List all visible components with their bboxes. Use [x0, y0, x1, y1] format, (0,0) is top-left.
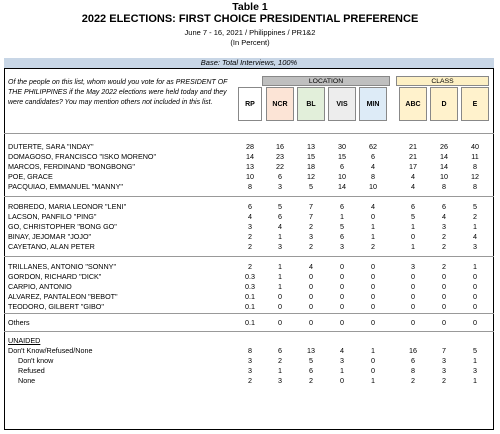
table-cell: 2	[309, 242, 313, 251]
table-cell: 0	[411, 232, 415, 241]
table-row	[8, 376, 492, 386]
table-cell: 8	[248, 346, 252, 355]
table-cell: 1	[340, 212, 344, 221]
column-header-3: VIS	[328, 87, 356, 121]
table-cell: 0	[411, 272, 415, 281]
table-cell: 6	[248, 202, 252, 211]
table-cell: 0	[411, 282, 415, 291]
table-cell: 26	[440, 142, 448, 151]
table-row	[8, 346, 492, 356]
table-cell: 0	[411, 318, 415, 327]
row-separator	[4, 256, 494, 257]
table-cell: 2	[442, 376, 446, 385]
table-cell: 6	[371, 152, 375, 161]
row-label: ALVAREZ, PANTALEON "BEBOT"	[8, 292, 118, 301]
survey-dates: June 7 - 16, 2021 / Philippines / PR1&2	[184, 28, 316, 37]
row-label: LACSON, PANFILO "PING"	[8, 212, 97, 221]
table-row	[8, 202, 492, 212]
table-cell: 16	[409, 346, 417, 355]
table-cell: 0	[442, 318, 446, 327]
class-group-header: CLASS	[396, 76, 489, 86]
table-cell: 15	[338, 152, 346, 161]
table-cell: 0	[411, 292, 415, 301]
table-row	[8, 262, 492, 272]
table-cell: 5	[473, 202, 477, 211]
table-row	[8, 152, 492, 162]
table-cell: 10	[440, 172, 448, 181]
table-cell: 62	[369, 142, 377, 151]
table-cell: 3	[248, 366, 252, 375]
table-cell: 10	[369, 182, 377, 191]
table-row	[8, 232, 492, 242]
table-cell: 6	[340, 232, 344, 241]
table-cell: 2	[442, 232, 446, 241]
row-label: TEODORO, GILBERT "GIBO"	[8, 302, 104, 311]
row-label: UNAIDED	[8, 336, 41, 345]
table-cell: 2	[442, 242, 446, 251]
row-label: ROBREDO, MARIA LEONOR "LENI"	[8, 202, 127, 211]
table-cell: 2	[442, 262, 446, 271]
table-cell: 0	[340, 262, 344, 271]
table-cell: 3	[278, 182, 282, 191]
table-cell: 8	[442, 182, 446, 191]
table-cell: 0	[278, 292, 282, 301]
row-label: DOMAGOSO, FRANCISCO "ISKO MORENO"	[8, 152, 157, 161]
table-cell: 3	[278, 376, 282, 385]
table-cell: 3	[309, 232, 313, 241]
table-cell: 0	[278, 318, 282, 327]
location-group-header: LOCATION	[262, 76, 390, 86]
table-cell: 4	[278, 222, 282, 231]
table-cell: 6	[340, 162, 344, 171]
table-cell: 17	[409, 162, 417, 171]
table-cell: 8	[248, 182, 252, 191]
table-cell: 0	[309, 318, 313, 327]
table-row	[8, 142, 492, 152]
table-cell: 8	[473, 182, 477, 191]
row-label: BINAY, JEJOMAR "JOJO"	[8, 232, 92, 241]
table-cell: 8	[371, 172, 375, 181]
table-cell: 2	[309, 222, 313, 231]
row-separator	[4, 313, 494, 314]
table-cell: 0	[340, 292, 344, 301]
table-cell: 6	[340, 202, 344, 211]
table-cell: 0	[473, 272, 477, 281]
table-cell: 0	[371, 292, 375, 301]
table-row	[8, 182, 492, 192]
column-header-0: RP	[238, 87, 262, 121]
table-cell: 0	[340, 376, 344, 385]
table-cell: 2	[309, 376, 313, 385]
table-cell: 1	[278, 262, 282, 271]
table-cell: 1	[278, 232, 282, 241]
table-cell: 28	[246, 142, 254, 151]
table-cell: 2	[473, 212, 477, 221]
table-row	[8, 318, 492, 328]
table-cell: 2	[371, 242, 375, 251]
table-cell: 0.3	[245, 282, 255, 291]
table-cell: 2	[248, 262, 252, 271]
table-cell: 21	[409, 142, 417, 151]
table-cell: 4	[248, 212, 252, 221]
table-cell: 5	[411, 212, 415, 221]
row-label: Don't know	[18, 356, 54, 365]
table-cell: 3	[442, 222, 446, 231]
column-header-1: NCR	[266, 87, 294, 121]
table-cell: 0	[473, 318, 477, 327]
table-cell: 3	[442, 356, 446, 365]
table-cell: 0	[309, 272, 313, 281]
table-cell: 1	[473, 376, 477, 385]
table-title: 2022 ELECTIONS: FIRST CHOICE PRESIDENTIAL PREFERENCE	[81, 13, 419, 25]
table-cell: 7	[442, 346, 446, 355]
table-row	[8, 222, 492, 232]
table-cell: 10	[246, 172, 254, 181]
table-cell: 3	[340, 356, 344, 365]
table-cell: 0	[442, 302, 446, 311]
table-cell: 10	[338, 172, 346, 181]
table-row	[8, 366, 492, 376]
unit-note: (In Percent)	[230, 38, 270, 47]
table-cell: 40	[471, 142, 479, 151]
table-cell: 22	[276, 162, 284, 171]
row-label: Others	[8, 318, 30, 327]
table-cell: 1	[278, 366, 282, 375]
table-cell: 0	[309, 282, 313, 291]
table-cell: 1	[340, 366, 344, 375]
table-cell: 0	[340, 272, 344, 281]
table-cell: 4	[371, 162, 375, 171]
table-cell: 0	[473, 282, 477, 291]
table-row	[8, 336, 492, 346]
row-label: CAYETANO, ALAN PETER	[8, 242, 95, 251]
table-cell: 21	[409, 152, 417, 161]
table-cell: 1	[371, 232, 375, 241]
table-cell: 1	[371, 346, 375, 355]
table-cell: 3	[248, 222, 252, 231]
table-cell: 0	[442, 282, 446, 291]
table-cell: 2	[278, 356, 282, 365]
table-row	[8, 172, 492, 182]
table-cell: 1	[473, 262, 477, 271]
table-cell: 12	[307, 172, 315, 181]
table-cell: 6	[278, 212, 282, 221]
table-cell: 7	[309, 202, 313, 211]
row-label: Refused	[18, 366, 45, 375]
column-header-4: MIN	[359, 87, 387, 121]
table-cell: 0	[371, 212, 375, 221]
table-cell: 0.3	[245, 272, 255, 281]
table-cell: 7	[309, 212, 313, 221]
table-cell: 0.1	[245, 302, 255, 311]
table-cell: 1	[473, 222, 477, 231]
table-cell: 5	[278, 202, 282, 211]
table-cell: 14	[440, 152, 448, 161]
table-cell: 6	[278, 346, 282, 355]
table-cell: 3	[278, 242, 282, 251]
table-row	[8, 162, 492, 172]
table-cell: 0	[411, 302, 415, 311]
table-cell: 2	[248, 232, 252, 241]
table-row	[8, 356, 492, 366]
table-cell: 4	[442, 212, 446, 221]
table-cell: 0	[340, 302, 344, 311]
table-cell: 5	[340, 222, 344, 231]
table-cell: 18	[307, 162, 315, 171]
table-cell: 3	[340, 242, 344, 251]
table-cell: 14	[440, 162, 448, 171]
table-cell: 8	[473, 162, 477, 171]
table-row	[8, 242, 492, 252]
table-cell: 6	[278, 172, 282, 181]
table-cell: 2	[248, 242, 252, 251]
table-cell: 0.1	[245, 292, 255, 301]
table-cell: 6	[309, 366, 313, 375]
table-cell: 30	[338, 142, 346, 151]
table-cell: 16	[276, 142, 284, 151]
table-cell: 1	[473, 356, 477, 365]
table-cell: 4	[411, 172, 415, 181]
table-cell: 0	[309, 292, 313, 301]
table-cell: 6	[411, 356, 415, 365]
question-text: Of the people on this list, whom would you vote for as PRESIDENT OF THE PHILIPPINES if the May 2022 elections were held today and they were candidates? You may mention others not included in this list.	[8, 79, 228, 106]
table-cell: 3	[411, 262, 415, 271]
table-cell: 0	[371, 366, 375, 375]
row-separator	[4, 133, 494, 134]
row-label: PACQUIAO, EMMANUEL "MANNY"	[8, 182, 123, 191]
table-cell: 12	[471, 172, 479, 181]
table-cell: 3	[442, 366, 446, 375]
table-cell: 0	[473, 302, 477, 311]
table-cell: 0.1	[245, 318, 255, 327]
table-cell: 5	[309, 356, 313, 365]
table-cell: 1	[278, 272, 282, 281]
table-cell: 0	[371, 356, 375, 365]
column-header-2: BL	[297, 87, 325, 121]
row-label: GORDON, RICHARD "DICK"	[8, 272, 102, 281]
table-cell: 1	[411, 242, 415, 251]
table-cell: 0	[309, 302, 313, 311]
table-cell: 0	[340, 318, 344, 327]
table-cell: 0	[371, 262, 375, 271]
table-row	[8, 272, 492, 282]
table-cell: 4	[309, 262, 313, 271]
table-cell: 4	[473, 232, 477, 241]
table-row	[8, 302, 492, 312]
table-cell: 23	[276, 152, 284, 161]
table-cell: 4	[340, 346, 344, 355]
base-label: Base: Total Interviews, 100%	[4, 58, 494, 69]
column-header-7: E	[461, 87, 489, 121]
row-label: Don't Know/Refused/None	[8, 346, 93, 355]
table-cell: 13	[307, 142, 315, 151]
table-cell: 0	[278, 302, 282, 311]
table-cell: 2	[248, 376, 252, 385]
table-cell: 0	[473, 292, 477, 301]
table-cell: 0	[371, 282, 375, 291]
table-cell: 6	[411, 202, 415, 211]
table-cell: 1	[371, 222, 375, 231]
table-cell: 14	[338, 182, 346, 191]
row-label: TRILLANES, ANTONIO "SONNY"	[8, 262, 117, 271]
column-header-5: ABC	[399, 87, 427, 121]
table-cell: 4	[371, 202, 375, 211]
table-cell: 15	[307, 152, 315, 161]
table-cell: 8	[411, 366, 415, 375]
table-cell: 0	[442, 292, 446, 301]
table-cell: 0	[340, 282, 344, 291]
table-cell: 0	[371, 318, 375, 327]
table-cell: 1	[411, 222, 415, 231]
table-cell: 5	[309, 182, 313, 191]
table-cell: 13	[307, 346, 315, 355]
column-header-6: D	[430, 87, 458, 121]
table-cell: 1	[371, 376, 375, 385]
row-label: GO, CHRISTOPHER "BONG GO"	[8, 222, 117, 231]
row-label: None	[18, 376, 36, 385]
table-cell: 3	[473, 366, 477, 375]
table-number: Table 1	[232, 1, 268, 13]
table-cell: 5	[473, 346, 477, 355]
table-cell: 0	[442, 272, 446, 281]
table-cell: 0	[371, 272, 375, 281]
table-cell: 11	[471, 152, 479, 161]
table-cell: 3	[473, 242, 477, 251]
table-cell: 2	[411, 376, 415, 385]
row-separator	[4, 331, 494, 332]
row-label: CARPIO, ANTONIO	[8, 282, 72, 291]
table-cell: 14	[246, 152, 254, 161]
table-cell: 6	[442, 202, 446, 211]
table-row	[8, 282, 492, 292]
table-cell: 4	[411, 182, 415, 191]
table-cell: 3	[248, 356, 252, 365]
table-row	[8, 212, 492, 222]
table-cell: 0	[371, 302, 375, 311]
table-cell: 1	[278, 282, 282, 291]
row-label: DUTERTE, SARA "INDAY"	[8, 142, 94, 151]
row-label: MARCOS, FERDINAND "BONGBONG"	[8, 162, 135, 171]
row-label: POE, GRACE	[8, 172, 53, 181]
table-cell: 13	[246, 162, 254, 171]
row-separator	[4, 196, 494, 197]
table-row	[8, 292, 492, 302]
